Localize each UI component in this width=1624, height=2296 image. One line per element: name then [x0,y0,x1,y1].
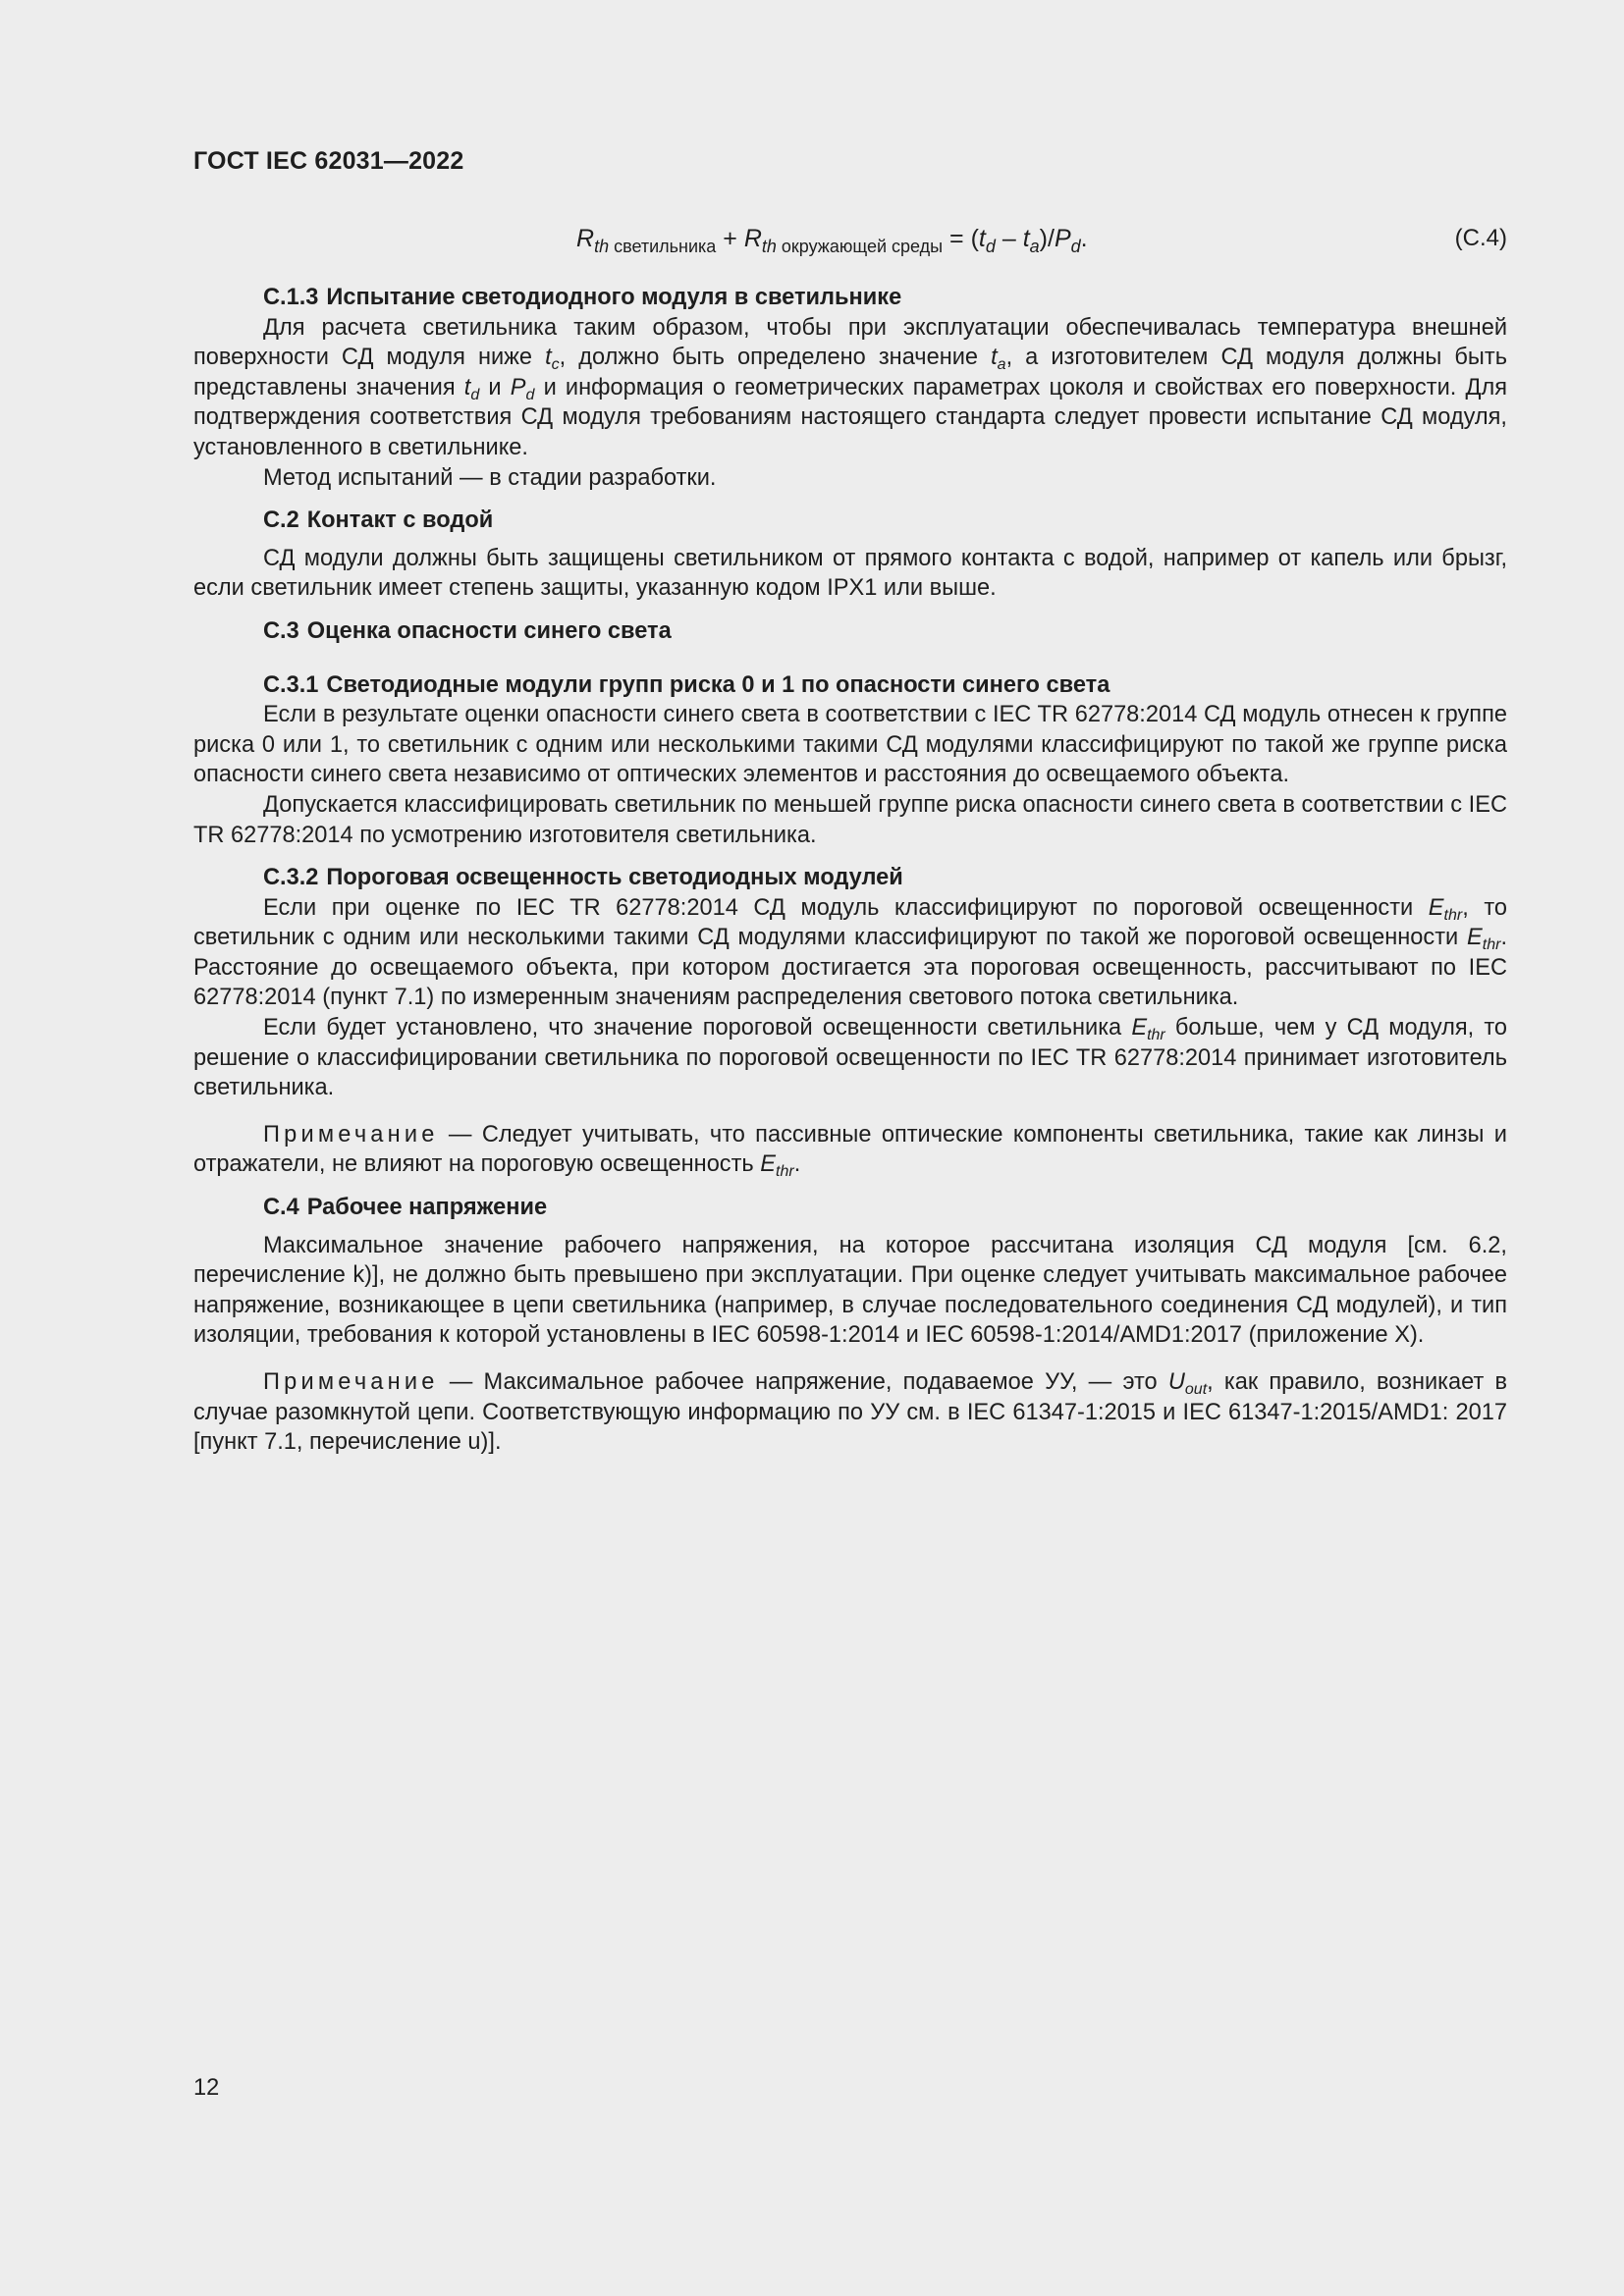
paragraph: Если в результате оценки опасности синего света в соответствии с IEC TR 62778:2014 СД модуль отнесен к группе риска 0 или 1, то светильник с одним или несколькими такими СД модулями классифицируют по такой же группе риска опасности синего света независимо от оптических элементов и расстояния до освещаемого объекта. [193,702,1507,788]
paragraph: Максимальное значение рабочего напряжения, на которое рассчитана изоляция СД модуля [см. 6.2, перечисление k)], не должно быть превышено при эксплуатации. При оценке следует учитывать максимальное рабочее напряжение, возникающее в цепи светильника (например, в случае последовательного соединения СД модулей), и тип изоляции, требования к которой установлены в IEC 60598-1:2014 и IEC 60598-1:2014/AMD1:2017 (приложение X). [193,1232,1507,1349]
section-heading-c31: С.3.1 Светодиодные модули групп риска 0 и 1 по опасности синего света [263,671,1110,698]
document-header: ГОСТ IEC 62031—2022 [193,147,464,175]
note: Примечание — Максимальное рабочее напряжение, подаваемое УУ, — это $U_{out}$, как правило, возникает в случае разомкнутой цепи. Соответствующую информацию по УУ см. в IEC 61347-1:2015 и IEC 61347-1:2015/AMD1: 2017 [пункт 7.1, перечисление u)]. [193,1369,1507,1456]
page-content [193,222,1507,1458]
section-heading-c32: С.3.2 Пороговая освещенность светодиодных модулей [263,865,903,891]
paragraph: Если при оценке по IEC TR 62778:2014 СД модуль классифицируют по пороговой освещенности $E_{thr}$, то светильник с одним или несколькими такими СД модулями классифицируют по такой же пороговой освещенности $E_{thr}$. Расстояние до освещаемого объекта, при котором достигается эта пороговая освещенность, рассчитывают по IEC 62778:2014 (пункт 7.1) по измеренным значениям распределения светового потока светильника. [193,894,1507,1011]
note-label: Примечание [263,1369,439,1395]
section-heading-c3: С.3 Оценка опасности синего света [263,617,672,644]
section-heading-c2: С.2 Контакт с водой [263,507,494,534]
paragraph: Метод испытаний — в стадии разработки. [263,464,717,491]
paragraph: СД модули должны быть защищены светильником от прямого контакта с водой, например от капель или брызг, если светильник имеет степень защиты, указанную кодом IPX1 или выше. [193,545,1507,602]
paragraph: Для расчета светильника таким образом, чтобы при эксплуатации обеспечивалась температура внешней поверхности СД модуля ниже $t_c$, должно быть определено значение $t_a$, а изготовителем СД модуля должны быть представлены значения $t_d$ и $P_d$ и информация о геометрических параметрах цоколя и свойствах его поверхности. Для подтверждения соответствия СД модуля требованиям настоящего стандарта следует провести испытание СД модуля, установленного в светильнике. [193,314,1507,460]
formula-number: (С.4) [1454,225,1507,251]
section-heading-c13: С.1.3 Испытание светодиодного модуля в светильнике [263,285,902,310]
note: Примечание — Следует учитывать, что пассивные оптические компоненты светильника, такие как линзы и отражатели, не влияют на пороговую освещенность $E_{thr}$. [193,1121,1507,1181]
note-label: Примечание [263,1121,439,1148]
section-heading-c4: С.4 Рабочее напряжение [263,1195,548,1221]
formula-c4 [193,222,1507,261]
paragraph: Если будет установлено, что значение пороговой освещенности светильника $E_{thr}$ больше, чем у СД модуля, то решение о классифицировании светильника по пороговой освещенности по IEC TR 62778:2014 принимает изготовитель светильника. [193,1015,1508,1101]
paragraph: Допускается классифицировать светильник по меньшей группе риска опасности синего света в соответствии с IEC TR 62778:2014 по усмотрению изготовителя светильника. [193,791,1507,848]
formula-expression: $R_{th}$ $_{светильника} + R_{th}$ $_{окружающей среды} = (t_d - t_a)/P_d$. [576,225,1088,256]
page-number: 12 [193,2075,220,2101]
